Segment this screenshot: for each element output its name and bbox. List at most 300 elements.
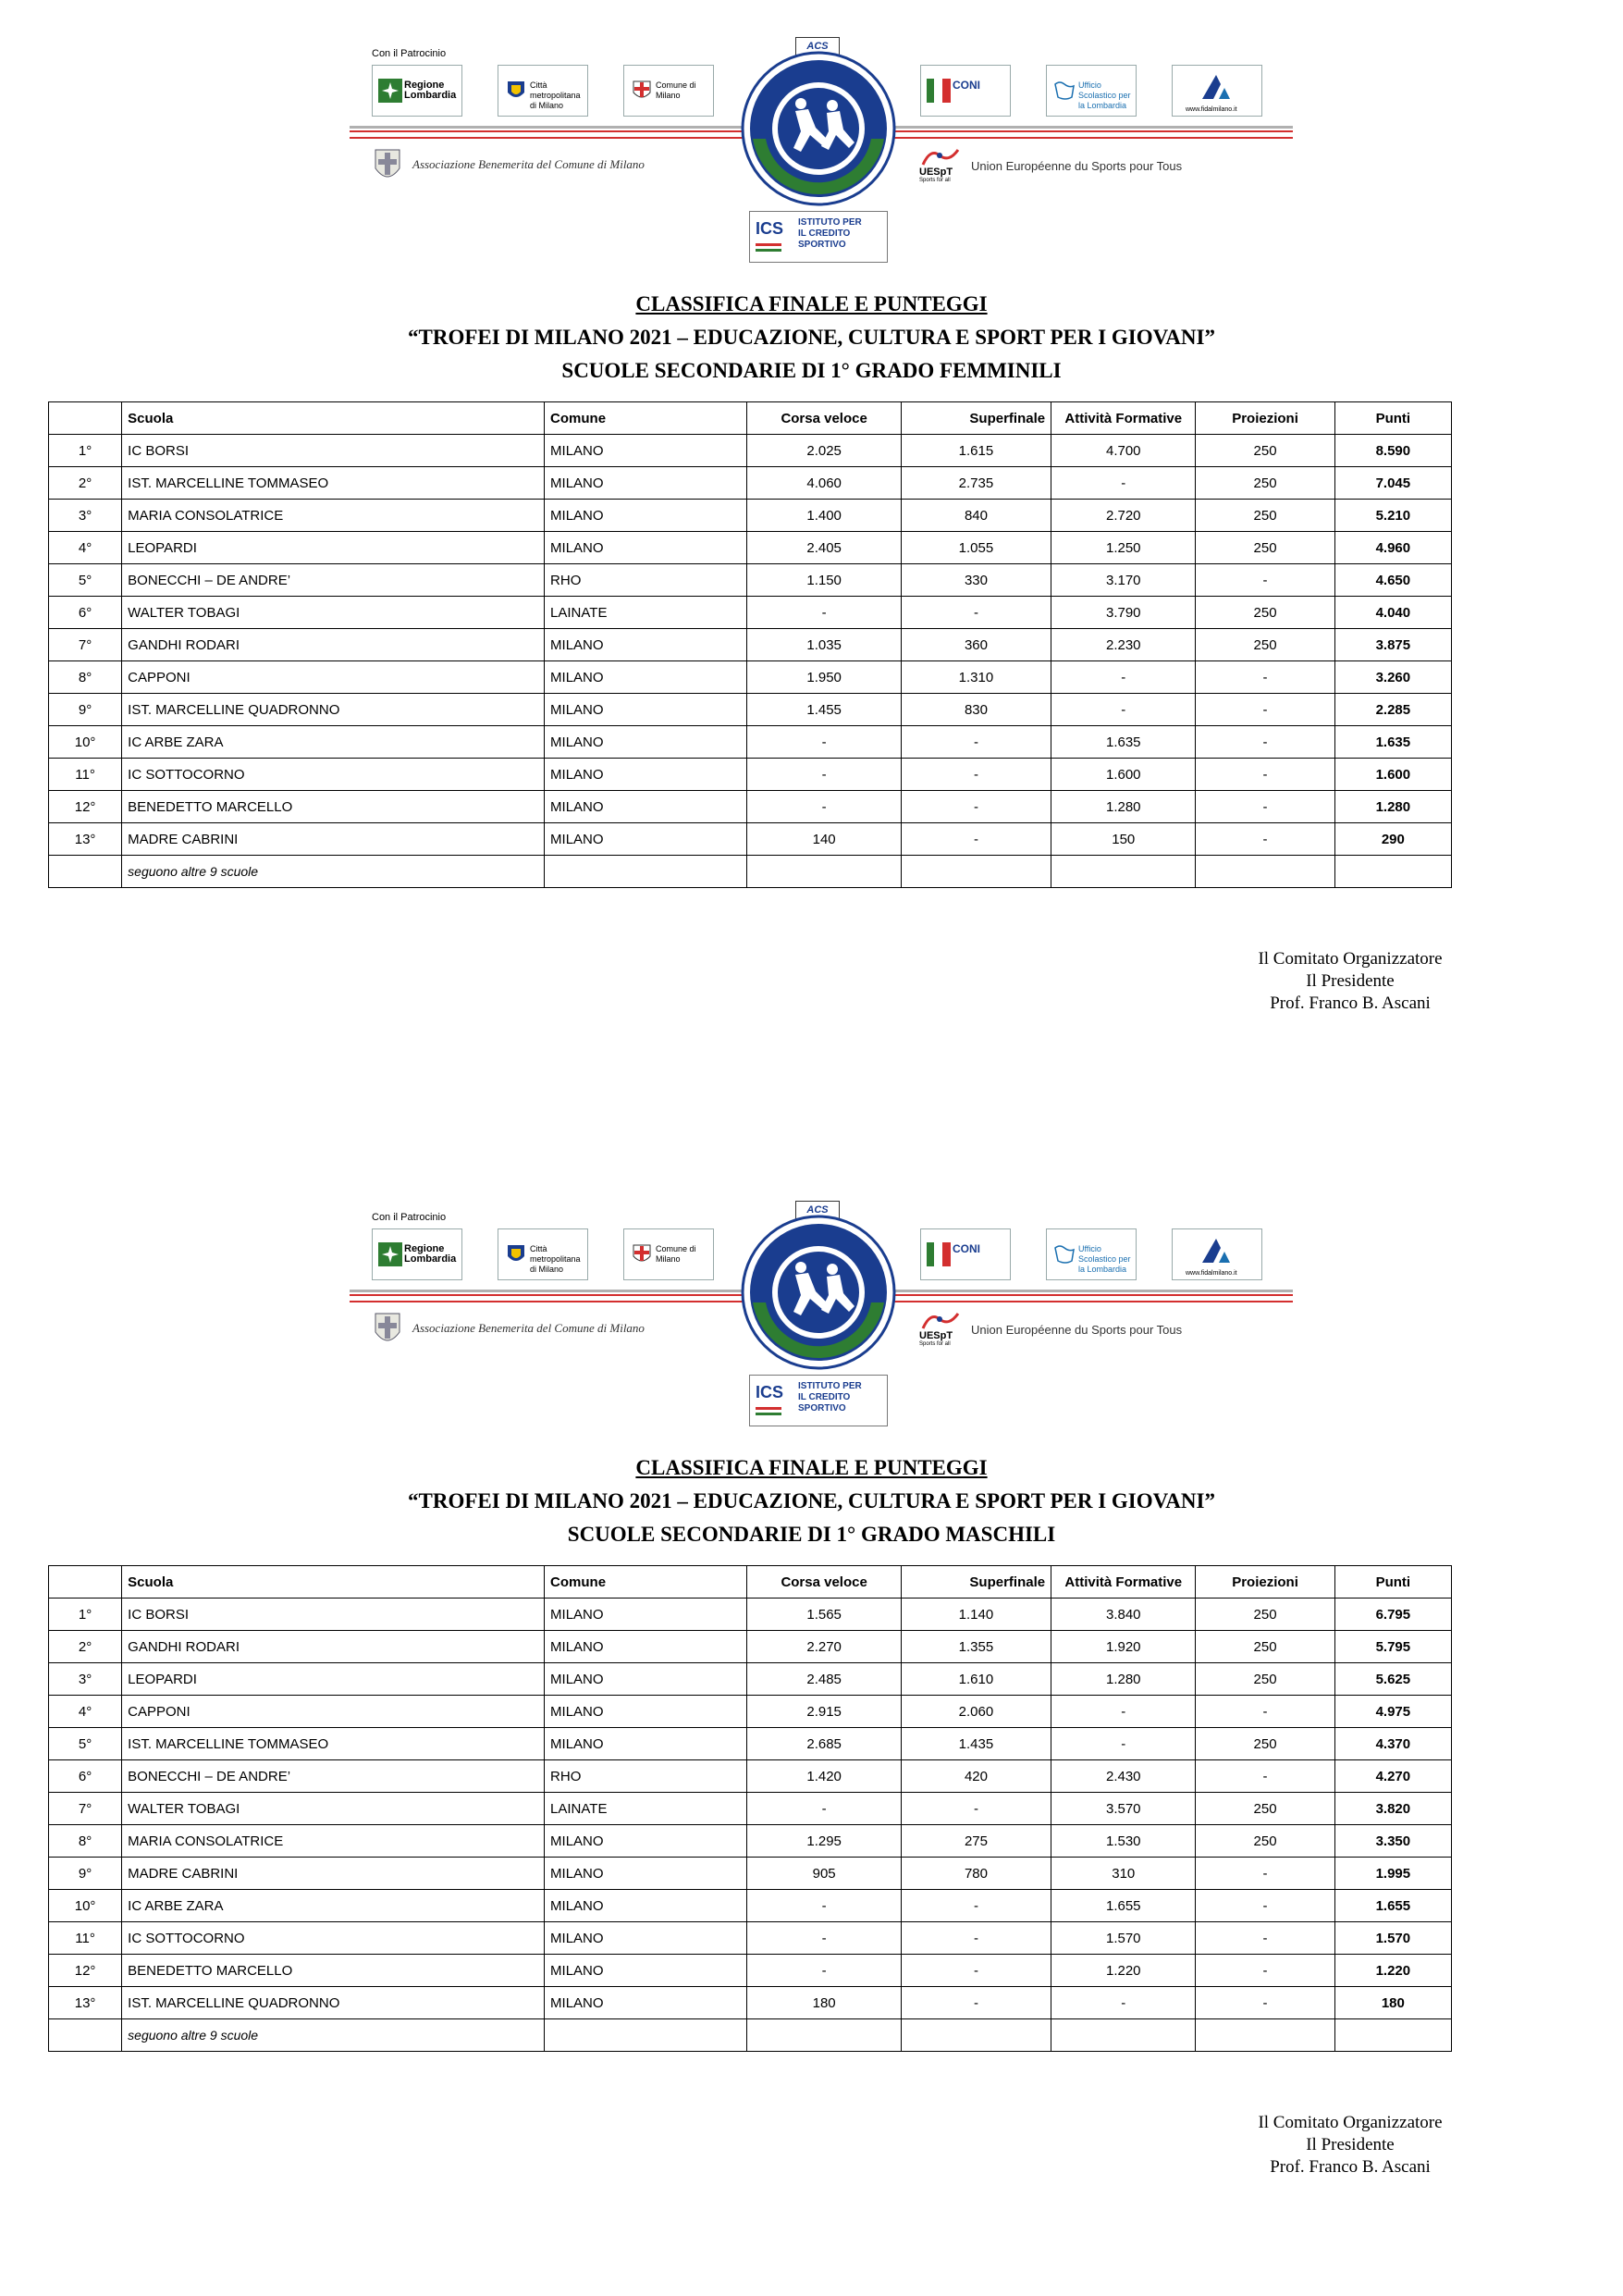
ics-text	[798, 1381, 862, 1414]
attivita-formative-cell: -	[1051, 1987, 1196, 2019]
ics-line: SPORTIVO	[798, 1403, 846, 1413]
attivita-formative-cell: -	[1051, 694, 1196, 726]
proiezioni-cell: 250	[1196, 1599, 1334, 1631]
rank-cell: 1°	[49, 1599, 122, 1631]
logo-label: CONI	[953, 1242, 980, 1255]
punti-cell: 1.995	[1334, 1858, 1451, 1890]
comune-cell: MILANO	[545, 1825, 747, 1858]
scuola-cell: BONECCHI – DE ANDRE’	[122, 564, 545, 597]
punti-cell: 290	[1334, 823, 1451, 856]
proiezioni-cell: 250	[1196, 1631, 1334, 1663]
empty-cell	[901, 856, 1051, 888]
corsa-veloce-cell: -	[747, 597, 901, 629]
corsa-veloce-cell: 1.565	[747, 1599, 901, 1631]
logo-label: Ufficio Scolastico per la Lombardia	[1078, 80, 1131, 110]
comune-cell: MILANO	[545, 661, 747, 694]
punti-cell: 180	[1334, 1987, 1451, 2019]
table-row	[49, 1890, 1452, 1922]
proiezioni-cell: -	[1196, 564, 1334, 597]
table-row	[49, 1955, 1452, 1987]
table-row	[49, 597, 1452, 629]
scuola-cell: BENEDETTO MARCELLO	[122, 1955, 545, 1987]
table-row	[49, 791, 1452, 823]
corsa-veloce-cell: -	[747, 759, 901, 791]
superfinale-cell: -	[901, 726, 1051, 759]
proiezioni-cell: -	[1196, 661, 1334, 694]
table-header-row	[49, 402, 1452, 435]
proiezioni-cell: -	[1196, 823, 1334, 856]
signature-block	[1211, 948, 1489, 1015]
citta-metropolitana-logo	[498, 1228, 588, 1280]
acs-logo: ACS	[795, 37, 840, 56]
proiezioni-cell: 250	[1196, 532, 1334, 564]
corsa-veloce-cell: 4.060	[747, 467, 901, 500]
scuola-cell: IC SOTTOCORNO	[122, 759, 545, 791]
superfinale-cell: 830	[901, 694, 1051, 726]
ics-line: ISTITUTO PER	[798, 1381, 862, 1391]
ics-line: SPORTIVO	[798, 240, 846, 250]
proiezioni-cell: -	[1196, 726, 1334, 759]
patrocinio-label: Con il Patrocinio	[372, 1212, 447, 1223]
proiezioni-cell: -	[1196, 1890, 1334, 1922]
superfinale-cell: 360	[901, 629, 1051, 661]
patrocinio-label: Con il Patrocinio	[372, 48, 447, 59]
empty-cell	[545, 2019, 747, 2052]
more-schools-note: seguono altre 9 scuole	[122, 856, 545, 888]
corsa-veloce-cell: 2.405	[747, 532, 901, 564]
proiezioni-cell: 250	[1196, 435, 1334, 467]
empty-cell	[747, 2019, 901, 2052]
uesp-block	[917, 146, 1287, 183]
col-rank-header	[49, 402, 122, 435]
ics-stripe	[756, 249, 781, 252]
coni-logo	[920, 1228, 1011, 1280]
ufficio-scolastico-icon	[1052, 1242, 1076, 1266]
scuola-cell: MARIA CONSOLATRICE	[122, 1825, 545, 1858]
associazione-block	[372, 1308, 686, 1351]
table-row	[49, 1599, 1452, 1631]
signature-line: Prof. Franco B. Ascani	[1270, 2157, 1431, 2177]
scuola-cell: IC SOTTOCORNO	[122, 1922, 545, 1955]
corsa-veloce-cell: 180	[747, 1987, 901, 2019]
punti-cell: 4.370	[1334, 1728, 1451, 1760]
punti-cell: 3.820	[1334, 1793, 1451, 1825]
empty-cell	[1051, 856, 1196, 888]
proiezioni-cell: 250	[1196, 1728, 1334, 1760]
superfinale-cell: -	[901, 1793, 1051, 1825]
superfinale-cell: 1.355	[901, 1631, 1051, 1663]
logo-label: www.fidalmilano.it	[1186, 106, 1237, 113]
proiezioni-cell: 250	[1196, 467, 1334, 500]
superfinale-cell: 2.060	[901, 1696, 1051, 1728]
scuola-cell: IST. MARCELLINE TOMMASEO	[122, 467, 545, 500]
attivita-formative-cell: 3.170	[1051, 564, 1196, 597]
col-comune-header: Comune	[545, 1566, 747, 1599]
comune-cell: RHO	[545, 1760, 747, 1793]
doc-category: SCUOLE SECONDARIE DI 1° GRADO FEMMINILI	[561, 359, 1062, 382]
punti-cell: 8.590	[1334, 435, 1451, 467]
ranking-table	[48, 1565, 1452, 2052]
attivita-formative-cell: 150	[1051, 823, 1196, 856]
comune-cell: MILANO	[545, 1631, 747, 1663]
associazione-text: Associazione Benemerita del Comune di Milano	[412, 1321, 645, 1335]
ics-logo: ICS	[756, 1383, 784, 1401]
comune-cell: MILANO	[545, 532, 747, 564]
punti-cell: 4.650	[1334, 564, 1451, 597]
attivita-formative-cell: 1.530	[1051, 1825, 1196, 1858]
col-attivita-header: Attività Formative	[1051, 402, 1196, 435]
comune-cell: MILANO	[545, 435, 747, 467]
logo-label: Città metropolitana di Milano	[530, 80, 581, 110]
superfinale-cell: 330	[901, 564, 1051, 597]
col-proiezioni-header: Proiezioni	[1196, 1566, 1334, 1599]
table-row	[49, 532, 1452, 564]
superfinale-cell: 1.610	[901, 1663, 1051, 1696]
punti-cell: 1.600	[1334, 759, 1451, 791]
citta-metropolitana-icon	[504, 1242, 528, 1266]
corsa-veloce-cell: 1.420	[747, 1760, 901, 1793]
scuola-cell: IST. MARCELLINE QUADRONNO	[122, 694, 545, 726]
uesp-icon	[917, 1310, 964, 1332]
table-row	[49, 435, 1452, 467]
corsa-veloce-cell: 2.485	[747, 1663, 901, 1696]
doc-subtitle: “TROFEI DI MILANO 2021 – EDUCAZIONE, CULTURA E SPORT PER I GIOVANI”	[408, 326, 1215, 349]
scuola-cell: WALTER TOBAGI	[122, 1793, 545, 1825]
punti-cell: 5.210	[1334, 500, 1451, 532]
scuola-cell: MADRE CABRINI	[122, 1858, 545, 1890]
punti-cell: 1.570	[1334, 1922, 1451, 1955]
coni-icon	[927, 79, 951, 103]
scuola-cell: MARIA CONSOLATRICE	[122, 500, 545, 532]
proiezioni-cell: -	[1196, 1922, 1334, 1955]
comune-cell: MILANO	[545, 1599, 747, 1631]
attivita-formative-cell: 2.720	[1051, 500, 1196, 532]
corsa-veloce-cell: 1.295	[747, 1825, 901, 1858]
punti-cell: 7.045	[1334, 467, 1451, 500]
ics-line: IL CREDITO	[798, 228, 851, 239]
uesp-icon	[917, 146, 964, 168]
signature-line: Il Presidente	[1306, 971, 1395, 991]
comune-cell: MILANO	[545, 726, 747, 759]
attivita-formative-cell: 2.230	[1051, 629, 1196, 661]
table-row	[49, 1631, 1452, 1663]
uesp-sub: Sports for all	[919, 178, 951, 183]
proiezioni-cell: -	[1196, 1987, 1334, 2019]
rank-cell: 4°	[49, 1696, 122, 1728]
scuola-cell: CAPPONI	[122, 1696, 545, 1728]
empty-cell	[49, 856, 122, 888]
rank-cell: 10°	[49, 726, 122, 759]
rank-cell: 5°	[49, 564, 122, 597]
empty-cell	[49, 2019, 122, 2052]
empty-cell	[1196, 856, 1334, 888]
table-row	[49, 661, 1452, 694]
regione-lombardia-icon	[378, 1242, 402, 1266]
rank-cell: 4°	[49, 532, 122, 564]
rank-cell: 6°	[49, 1760, 122, 1793]
fidal-logo	[1172, 1228, 1262, 1280]
attivita-formative-cell: 3.790	[1051, 597, 1196, 629]
attivita-formative-cell: 2.430	[1051, 1760, 1196, 1793]
attivita-formative-cell: 1.600	[1051, 759, 1196, 791]
associazione-text: Associazione Benemerita del Comune di Milano	[412, 157, 645, 171]
corsa-veloce-cell: 2.270	[747, 1631, 901, 1663]
col-corsa-header: Corsa veloce	[747, 402, 901, 435]
comune-cell: MILANO	[545, 759, 747, 791]
comune-cell: LAINATE	[545, 1793, 747, 1825]
proiezioni-cell: 250	[1196, 1663, 1334, 1696]
scuola-cell: LEOPARDI	[122, 1663, 545, 1696]
table-header-row	[49, 1566, 1452, 1599]
proiezioni-cell: -	[1196, 1696, 1334, 1728]
scuola-cell: IC ARBE ZARA	[122, 1890, 545, 1922]
comune-cell: MILANO	[545, 1955, 747, 1987]
letterhead	[0, 1164, 1623, 1432]
rank-cell: 10°	[49, 1890, 122, 1922]
superfinale-cell: -	[901, 1890, 1051, 1922]
rank-cell: 9°	[49, 694, 122, 726]
acs-logo: ACS	[795, 1201, 840, 1219]
col-corsa-header: Corsa veloce	[747, 1566, 901, 1599]
attivita-formative-cell: 3.840	[1051, 1599, 1196, 1631]
ranking-rows	[49, 1599, 1452, 2052]
scuola-cell: IC BORSI	[122, 1599, 545, 1631]
table-row	[49, 1858, 1452, 1890]
doc-title: CLASSIFICA FINALE E PUNTEGGI	[635, 1456, 988, 1479]
logo-label: Comune di Milano	[656, 80, 696, 100]
logo-label: Regione Lombardia	[404, 1243, 457, 1265]
col-superfinale-header: Superfinale	[901, 402, 1051, 435]
corsa-veloce-cell: -	[747, 1890, 901, 1922]
comune-cell: MILANO	[545, 1922, 747, 1955]
comune-cell: LAINATE	[545, 597, 747, 629]
table-row	[49, 1760, 1452, 1793]
table-row	[49, 1987, 1452, 2019]
superfinale-cell: -	[901, 791, 1051, 823]
table-row	[49, 1825, 1452, 1858]
empty-cell	[747, 856, 901, 888]
associazione-block	[372, 144, 686, 187]
rank-cell: 11°	[49, 1922, 122, 1955]
punti-cell: 3.350	[1334, 1825, 1451, 1858]
col-rank-header	[49, 1566, 122, 1599]
punti-cell: 1.655	[1334, 1890, 1451, 1922]
uesp-text: Union Européenne du Sports pour Tous	[971, 1323, 1183, 1337]
attivita-formative-cell: 3.570	[1051, 1793, 1196, 1825]
rank-cell: 5°	[49, 1728, 122, 1760]
letterhead	[0, 0, 1623, 268]
more-schools-note: seguono altre 9 scuole	[122, 2019, 545, 2052]
col-superfinale-header: Superfinale	[901, 1566, 1051, 1599]
attivita-formative-cell: -	[1051, 1728, 1196, 1760]
comune-cell: MILANO	[545, 1663, 747, 1696]
ics-line: IL CREDITO	[798, 1392, 851, 1402]
superfinale-cell: 1.615	[901, 435, 1051, 467]
comune-cell: MILANO	[545, 629, 747, 661]
logo-label: Città metropolitana di Milano	[530, 1244, 581, 1274]
punti-cell: 3.260	[1334, 661, 1451, 694]
doc-category: SCUOLE SECONDARIE DI 1° GRADO MASCHILI	[567, 1523, 1056, 1546]
punti-cell: 4.960	[1334, 532, 1451, 564]
logo-label: Regione Lombardia	[404, 80, 457, 101]
logo-label: Ufficio Scolastico per la Lombardia	[1078, 1244, 1131, 1274]
coni-icon	[927, 1242, 951, 1266]
table-row	[49, 500, 1452, 532]
attivita-formative-cell: 1.920	[1051, 1631, 1196, 1663]
empty-cell	[1196, 2019, 1334, 2052]
ics-stripe	[756, 243, 781, 246]
punti-cell: 3.875	[1334, 629, 1451, 661]
superfinale-cell: 275	[901, 1825, 1051, 1858]
signature-line: Il Presidente	[1306, 2135, 1395, 2154]
proiezioni-cell: -	[1196, 791, 1334, 823]
fidal-icon	[1200, 71, 1232, 103]
regione-lombardia-icon	[378, 79, 402, 103]
ics-text	[798, 217, 862, 251]
signature-line: Il Comitato Organizzatore	[1258, 949, 1443, 969]
comune-cell: MILANO	[545, 1696, 747, 1728]
corsa-veloce-cell: 2.915	[747, 1696, 901, 1728]
attivita-formative-cell: -	[1051, 467, 1196, 500]
comune-cell: MILANO	[545, 1728, 747, 1760]
superfinale-cell: -	[901, 1955, 1051, 1987]
table-row	[49, 467, 1452, 500]
rank-cell: 13°	[49, 1987, 122, 2019]
empty-cell	[901, 2019, 1051, 2052]
proiezioni-cell: 250	[1196, 629, 1334, 661]
col-scuola-header: Scuola	[122, 402, 545, 435]
corsa-veloce-cell: 1.950	[747, 661, 901, 694]
empty-cell	[1051, 2019, 1196, 2052]
rank-cell: 6°	[49, 597, 122, 629]
attivita-formative-cell: 1.635	[1051, 726, 1196, 759]
fidal-icon	[1200, 1235, 1232, 1266]
comune-cell: MILANO	[545, 694, 747, 726]
corsa-veloce-cell: -	[747, 726, 901, 759]
table-row	[49, 726, 1452, 759]
comune-milano-icon	[630, 79, 654, 103]
superfinale-cell: 1.310	[901, 661, 1051, 694]
attivita-formative-cell: 310	[1051, 1858, 1196, 1890]
rank-cell: 3°	[49, 1663, 122, 1696]
logo-label: CONI	[953, 79, 980, 92]
ics-logo-box	[749, 211, 888, 263]
comune-cell: MILANO	[545, 1987, 747, 2019]
table-row	[49, 759, 1452, 791]
scuola-cell: MADRE CABRINI	[122, 823, 545, 856]
table-row	[49, 1922, 1452, 1955]
superfinale-cell: -	[901, 1987, 1051, 2019]
citta-metropolitana-icon	[504, 79, 528, 103]
superfinale-cell: -	[901, 759, 1051, 791]
proiezioni-cell: -	[1196, 759, 1334, 791]
corsa-veloce-cell: 905	[747, 1858, 901, 1890]
proiezioni-cell: -	[1196, 1858, 1334, 1890]
corsa-veloce-cell: -	[747, 1922, 901, 1955]
table-row	[49, 694, 1452, 726]
scuola-cell: GANDHI RODARI	[122, 1631, 545, 1663]
scuola-cell: BONECCHI – DE ANDRE’	[122, 1760, 545, 1793]
superfinale-cell: -	[901, 1922, 1051, 1955]
proiezioni-cell: 250	[1196, 1825, 1334, 1858]
punti-cell: 5.795	[1334, 1631, 1451, 1663]
table-row	[49, 1696, 1452, 1728]
signature-block	[1211, 2112, 1489, 2179]
trofei-emblem-icon	[740, 50, 897, 207]
comune-milano-logo	[623, 65, 714, 117]
col-scuola-header: Scuola	[122, 1566, 545, 1599]
corsa-veloce-cell: -	[747, 1793, 901, 1825]
table-row	[49, 1663, 1452, 1696]
superfinale-cell: 840	[901, 500, 1051, 532]
punti-cell: 2.285	[1334, 694, 1451, 726]
col-punti-header: Punti	[1334, 1566, 1451, 1599]
proiezioni-cell: -	[1196, 694, 1334, 726]
corsa-veloce-cell: 1.400	[747, 500, 901, 532]
superfinale-cell: 1.055	[901, 532, 1051, 564]
ufficio-scolastico-icon	[1052, 79, 1076, 103]
punti-cell: 1.280	[1334, 791, 1451, 823]
corsa-veloce-cell: 1.035	[747, 629, 901, 661]
scuola-cell: IST. MARCELLINE TOMMASEO	[122, 1728, 545, 1760]
scuola-cell: IC BORSI	[122, 435, 545, 467]
regione-lombardia-logo	[372, 1228, 462, 1280]
scuola-cell: BENEDETTO MARCELLO	[122, 791, 545, 823]
rank-cell: 7°	[49, 1793, 122, 1825]
table-row	[49, 1728, 1452, 1760]
rank-cell: 13°	[49, 823, 122, 856]
milan-crest-icon	[372, 144, 403, 185]
punti-cell: 4.975	[1334, 1696, 1451, 1728]
coni-logo	[920, 65, 1011, 117]
empty-cell	[545, 856, 747, 888]
regione-lombardia-logo	[372, 65, 462, 117]
uesp-text: Union Européenne du Sports pour Tous	[971, 159, 1183, 173]
attivita-formative-cell: 1.655	[1051, 1890, 1196, 1922]
superfinale-cell: 2.735	[901, 467, 1051, 500]
rank-cell: 12°	[49, 1955, 122, 1987]
citta-metropolitana-logo	[498, 65, 588, 117]
proiezioni-cell: -	[1196, 1760, 1334, 1793]
proiezioni-cell: -	[1196, 1955, 1334, 1987]
ranking-table	[48, 401, 1452, 888]
rank-cell: 9°	[49, 1858, 122, 1890]
scuola-cell: CAPPONI	[122, 661, 545, 694]
ufficio-scolastico-logo	[1046, 65, 1137, 117]
col-comune-header: Comune	[545, 402, 747, 435]
ics-logo: ICS	[756, 219, 784, 238]
table-row	[49, 629, 1452, 661]
uesp-sub: Sports for all	[919, 1341, 951, 1347]
ufficio-scolastico-logo	[1046, 1228, 1137, 1280]
rank-cell: 2°	[49, 1631, 122, 1663]
corsa-veloce-cell: 1.150	[747, 564, 901, 597]
attivita-formative-cell: 4.700	[1051, 435, 1196, 467]
ics-stripe	[756, 1407, 781, 1410]
comune-cell: MILANO	[545, 823, 747, 856]
scuola-cell: IST. MARCELLINE QUADRONNO	[122, 1987, 545, 2019]
table-row	[49, 564, 1452, 597]
col-punti-header: Punti	[1334, 402, 1451, 435]
col-attivita-header: Attività Formative	[1051, 1566, 1196, 1599]
scuola-cell: WALTER TOBAGI	[122, 597, 545, 629]
attivita-formative-cell: 1.570	[1051, 1922, 1196, 1955]
col-proiezioni-header: Proiezioni	[1196, 402, 1334, 435]
doc-subtitle: “TROFEI DI MILANO 2021 – EDUCAZIONE, CULTURA E SPORT PER I GIOVANI”	[408, 1489, 1215, 1512]
scuola-cell: GANDHI RODARI	[122, 629, 545, 661]
rank-cell: 12°	[49, 791, 122, 823]
fidal-logo	[1172, 65, 1262, 117]
